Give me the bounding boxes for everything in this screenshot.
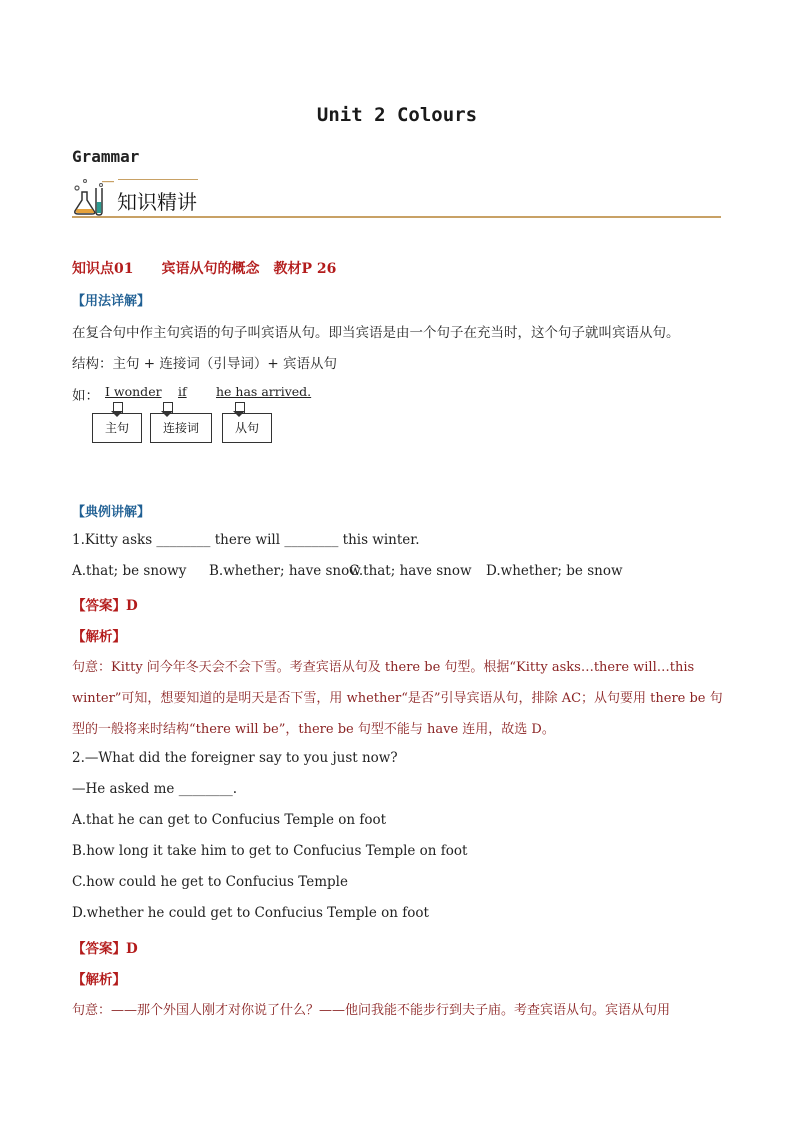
q1-option-a: A.that; be snowy xyxy=(72,563,187,579)
example-subclause: he has arrived. xyxy=(216,384,312,399)
q2-option-b: B.how long it take him to get to Confucius Temple on foot xyxy=(72,843,468,859)
usage-text: 在复合句中作主句宾语的句子叫宾语从句。即当宾语是由一个句子在充当时，这个句子就叫宾语从句。 xyxy=(72,325,680,341)
q2-reply: —He asked me ________. xyxy=(72,781,238,797)
q1-analysis-label: 【解析】 xyxy=(72,629,126,645)
section-heading: Grammar xyxy=(72,147,140,166)
knowledge-point-title: 知识点01 宾语从句的概念 教材P 26 xyxy=(72,261,337,277)
q1-option-d: D.whether; be snow xyxy=(486,563,623,579)
q1-option-b: B.whether; have snow xyxy=(209,563,361,579)
q2-option-a: A.that he can get to Confucius Temple on foot xyxy=(72,812,387,828)
q2-analysis-line: 句意：——那个外国人刚才对你说了什么？——他问我能不能步行到夫子庙。考查宾语从句。宾语从句用 xyxy=(72,1003,671,1018)
q1-stem: 1.Kitty asks ________ there will ________ this winter. xyxy=(72,532,420,548)
q1-analysis-line: winter”可知，想要知道的是明天是否下雪，用 whether“是否”引导宾语从句，排除 AC；从句要用 there be 句 xyxy=(72,691,723,706)
q1-analysis-line: 型的一般将来时结构“there will be”，there be 句型不能与 have 连用，故选 D。 xyxy=(72,722,555,737)
usage-label: 【用法详解】 xyxy=(72,294,151,309)
q1-option-c: C.that; have snow xyxy=(349,563,472,579)
structure-text: 结构：主句 + 连接词（引导词）+ 宾语从句 xyxy=(72,356,337,372)
banner-divider xyxy=(72,216,721,218)
q1-analysis-line: 句意：Kitty 问今年冬天会不会下雪。考查宾语从句及 there be 句型。根据“Kitty asks…there will…this xyxy=(72,660,695,675)
box-connector: 连接词 xyxy=(150,413,212,443)
banner-accent-line xyxy=(118,179,198,180)
example-prefix: 如： xyxy=(72,388,99,404)
q2-option-d: D.whether he could get to Confucius Temple on foot xyxy=(72,905,429,921)
q2-answer: 【答案】D xyxy=(72,941,138,957)
q2-option-c: C.how could he get to Confucius Temple xyxy=(72,874,348,890)
box-subclause: 从句 xyxy=(222,413,272,443)
box-main-clause: 主句 xyxy=(92,413,142,443)
q2-stem: 2.—What did the foreigner say to you just now? xyxy=(72,750,398,766)
q1-answer: 【答案】D xyxy=(72,598,138,614)
examples-label: 【典例讲解】 xyxy=(72,505,151,520)
banner-title: 知识精讲 xyxy=(117,190,197,214)
example-main-clause: I wonder xyxy=(105,384,162,399)
example-connector: if xyxy=(178,384,187,399)
lab-flask-icon xyxy=(72,176,114,216)
q2-analysis-label: 【解析】 xyxy=(72,972,126,988)
page-title: Unit 2 Colours xyxy=(316,104,478,126)
